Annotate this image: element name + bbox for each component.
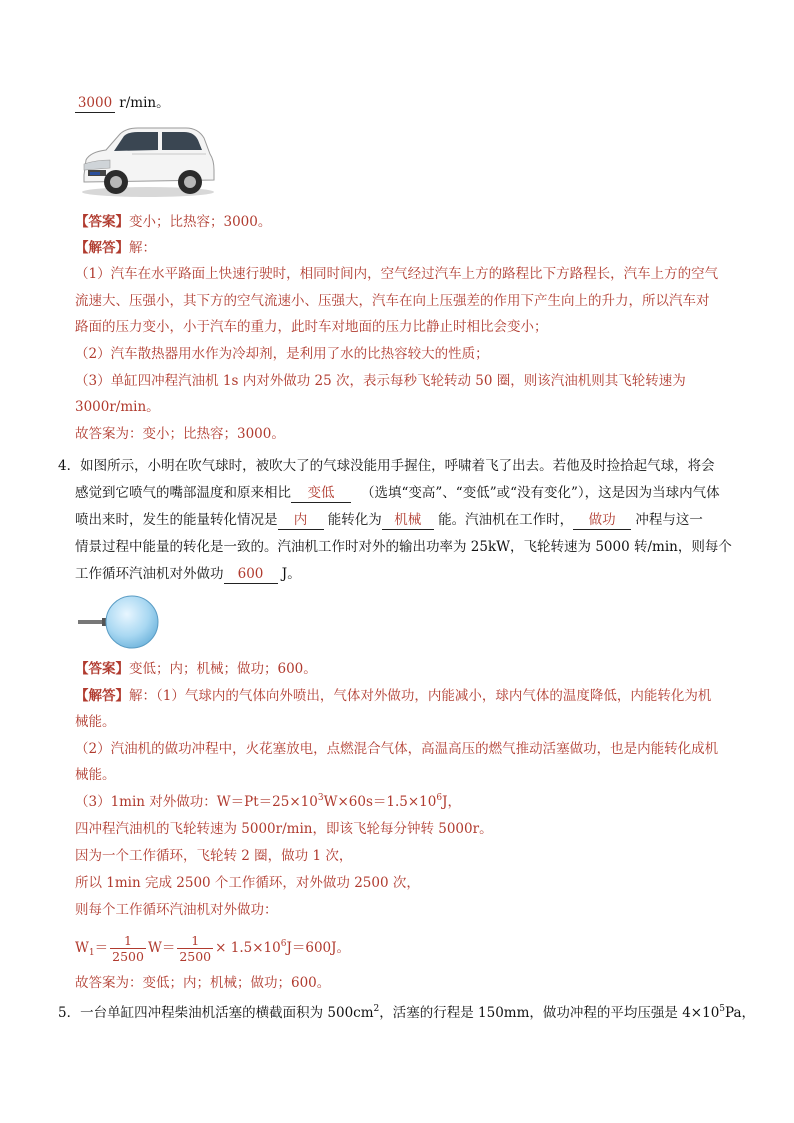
formula-eq: ＝: [94, 940, 109, 956]
calc-exp-2: 6: [436, 793, 443, 803]
fraction-2-num: 1: [177, 933, 213, 949]
analysis-tag: 【解答】: [75, 240, 129, 256]
q4-line-5: [75, 564, 301, 584]
fraction-1: [110, 933, 146, 964]
q4-analysis-5: 因为一个工作循环，飞轮转 2 圈，做功 1 次，: [75, 848, 353, 864]
q3-p1-l3: 路面的压力变小，小于汽车的重力，此时车对地面的压力比静止时相比会变小；: [75, 319, 548, 335]
q4-text-2a: 感觉到它喷气的嘴部温度和原来相比: [75, 485, 291, 501]
q3-analysis-header: [75, 238, 156, 258]
calc-prefix: （3）1min 对外做功：W＝Pt＝25×10: [75, 794, 318, 810]
q5-text-b: ，活塞的行程是 150mm，做功冲程的平均压强是 4×10: [379, 1005, 720, 1021]
calc-mid: W×60s＝1.5×10: [323, 794, 437, 810]
blank-energy-1: 内: [278, 511, 324, 530]
formula-exp: 6: [280, 939, 287, 949]
formula-sub: 1: [88, 948, 95, 958]
q4-text-2b: （选填“变高”、“变低”或“没有变化”），这是因为当球内气体: [361, 485, 720, 501]
analysis-intro: 解：: [129, 240, 156, 256]
q3-p3-l2: 3000r/min。: [75, 399, 160, 415]
formula-w2: W＝: [147, 940, 176, 956]
blank-energy-2: 机械: [382, 511, 434, 530]
q3-p3-l1: （3）单缸四冲程汽油机 1s 内对外做功 25 次，表示每秒飞轮转动 50 圈，则该汽油机则其飞轮转速为: [75, 373, 686, 389]
answer-tag: 【答案】: [75, 661, 129, 677]
q3-p1-l2: 流速大、压强小，其下方的空气流速小、压强大，汽车在向上压强差的作用下产生向上的升力，所以汽车对: [75, 293, 710, 309]
blank-stroke: 做功: [573, 511, 631, 530]
q4-analysis-2b: 械能。: [75, 767, 116, 783]
q4-analysis-3: [75, 792, 461, 812]
work-formula: [75, 928, 350, 968]
q4-analysis-7: 则每个工作循环汽油机对外做功：: [75, 902, 278, 918]
q4-analysis-2: （2）汽油机的做功冲程中，火花塞放电，点燃混合气体，高温高压的燃气推动活塞做功，也是内能转化成机: [75, 741, 719, 757]
calc-suffix: J，: [442, 794, 461, 810]
q5-text-c: Pa，: [725, 1005, 756, 1021]
formula-w: W: [75, 940, 89, 956]
formula-end: J＝600J。: [286, 940, 351, 956]
formula-tail: × 1.5×10: [215, 940, 281, 956]
answer-text: 变小；比热容；3000。: [129, 214, 272, 230]
car-icon: [76, 120, 218, 200]
q3-p2: （2）汽车散热器用水作为冷却剂，是利用了水的比热容较大的性质；: [75, 346, 489, 362]
blank-work: 600: [224, 565, 278, 584]
balloon-icon: [78, 593, 160, 651]
fraction-2: [177, 933, 213, 964]
unit-text: r/min。: [119, 95, 170, 111]
q3-p1-l1: （1）汽车在水平路面上快速行驶时，相同时间内，空气经过汽车上方的路程比下方路程长，汽车上方的空气: [75, 266, 719, 282]
q4-analysis-4: 四冲程汽油机的飞轮转速为 5000r/min，即该飞轮每分钟转 5000r。: [75, 821, 493, 837]
q4-text-3d: 冲程与这一: [635, 512, 703, 528]
q4-line-2: [75, 483, 720, 503]
q4-text-3c: 能。汽油机在工作时，: [438, 512, 574, 528]
q4-text-3a: 喷出来时，发生的能量转化情况是: [75, 512, 278, 528]
q4-analysis-6: 所以 1min 完成 2500 个工作循环，对外做功 2500 次，: [75, 875, 420, 891]
q5-exp-2: 5: [719, 1004, 726, 1014]
q5-text-a: 一台单缸四冲程柴油机活塞的横截面积为 500cm: [80, 1005, 374, 1021]
top-answer-line: [75, 93, 170, 113]
fraction-2-den: 2500: [179, 949, 212, 964]
q4-analysis-1: [75, 686, 711, 706]
q4-text-3b: 能转化为: [327, 512, 382, 528]
answer-blank: 3000: [75, 94, 115, 113]
q5-line-1: [58, 1003, 755, 1023]
analysis-text: 解：（1）气球内的气体向外喷出，气体对外做功，内能减小，球内气体的温度降低，内能转化为机: [129, 688, 712, 704]
calc-exp-1: 3: [317, 793, 324, 803]
q4-line-1: [58, 456, 715, 476]
blank-temperature: 变低: [291, 484, 351, 503]
q4-text-5b: J。: [281, 566, 301, 582]
q5-exp-1: 2: [373, 1004, 380, 1014]
fraction-1-den: 2500: [112, 949, 144, 964]
fraction-1-num: 1: [110, 933, 146, 949]
answer-tag: 【答案】: [75, 214, 129, 230]
answer-text: 变低；内；机械；做功；600。: [129, 661, 317, 677]
q4-answer: [75, 659, 317, 679]
q3-answer: [75, 212, 271, 232]
analysis-tag: 【解答】: [75, 688, 129, 704]
question-number: 5．: [58, 1005, 81, 1021]
q4-final: 故答案为：变低；内；机械；做功；600。: [75, 975, 331, 991]
q4-analysis-1b: 械能。: [75, 714, 116, 730]
q4-line-4: 情景过程中能量的转化是一致的。汽油机工作时对外的输出功率为 25kW，飞轮转速为 5000 转/min，则每个: [75, 539, 732, 555]
q4-text-1: 如图所示，小明在吹气球时，被吹大了的气球没能用手握住，呼啸着飞了出去。若他及时捡拾起气球，将会: [80, 458, 715, 474]
q3-final: 故答案为：变小；比热容；3000。: [75, 426, 285, 442]
q4-line-3: [75, 510, 703, 530]
q4-text-5a: 工作循环汽油机对外做功: [75, 566, 224, 582]
question-number: 4．: [58, 458, 81, 474]
